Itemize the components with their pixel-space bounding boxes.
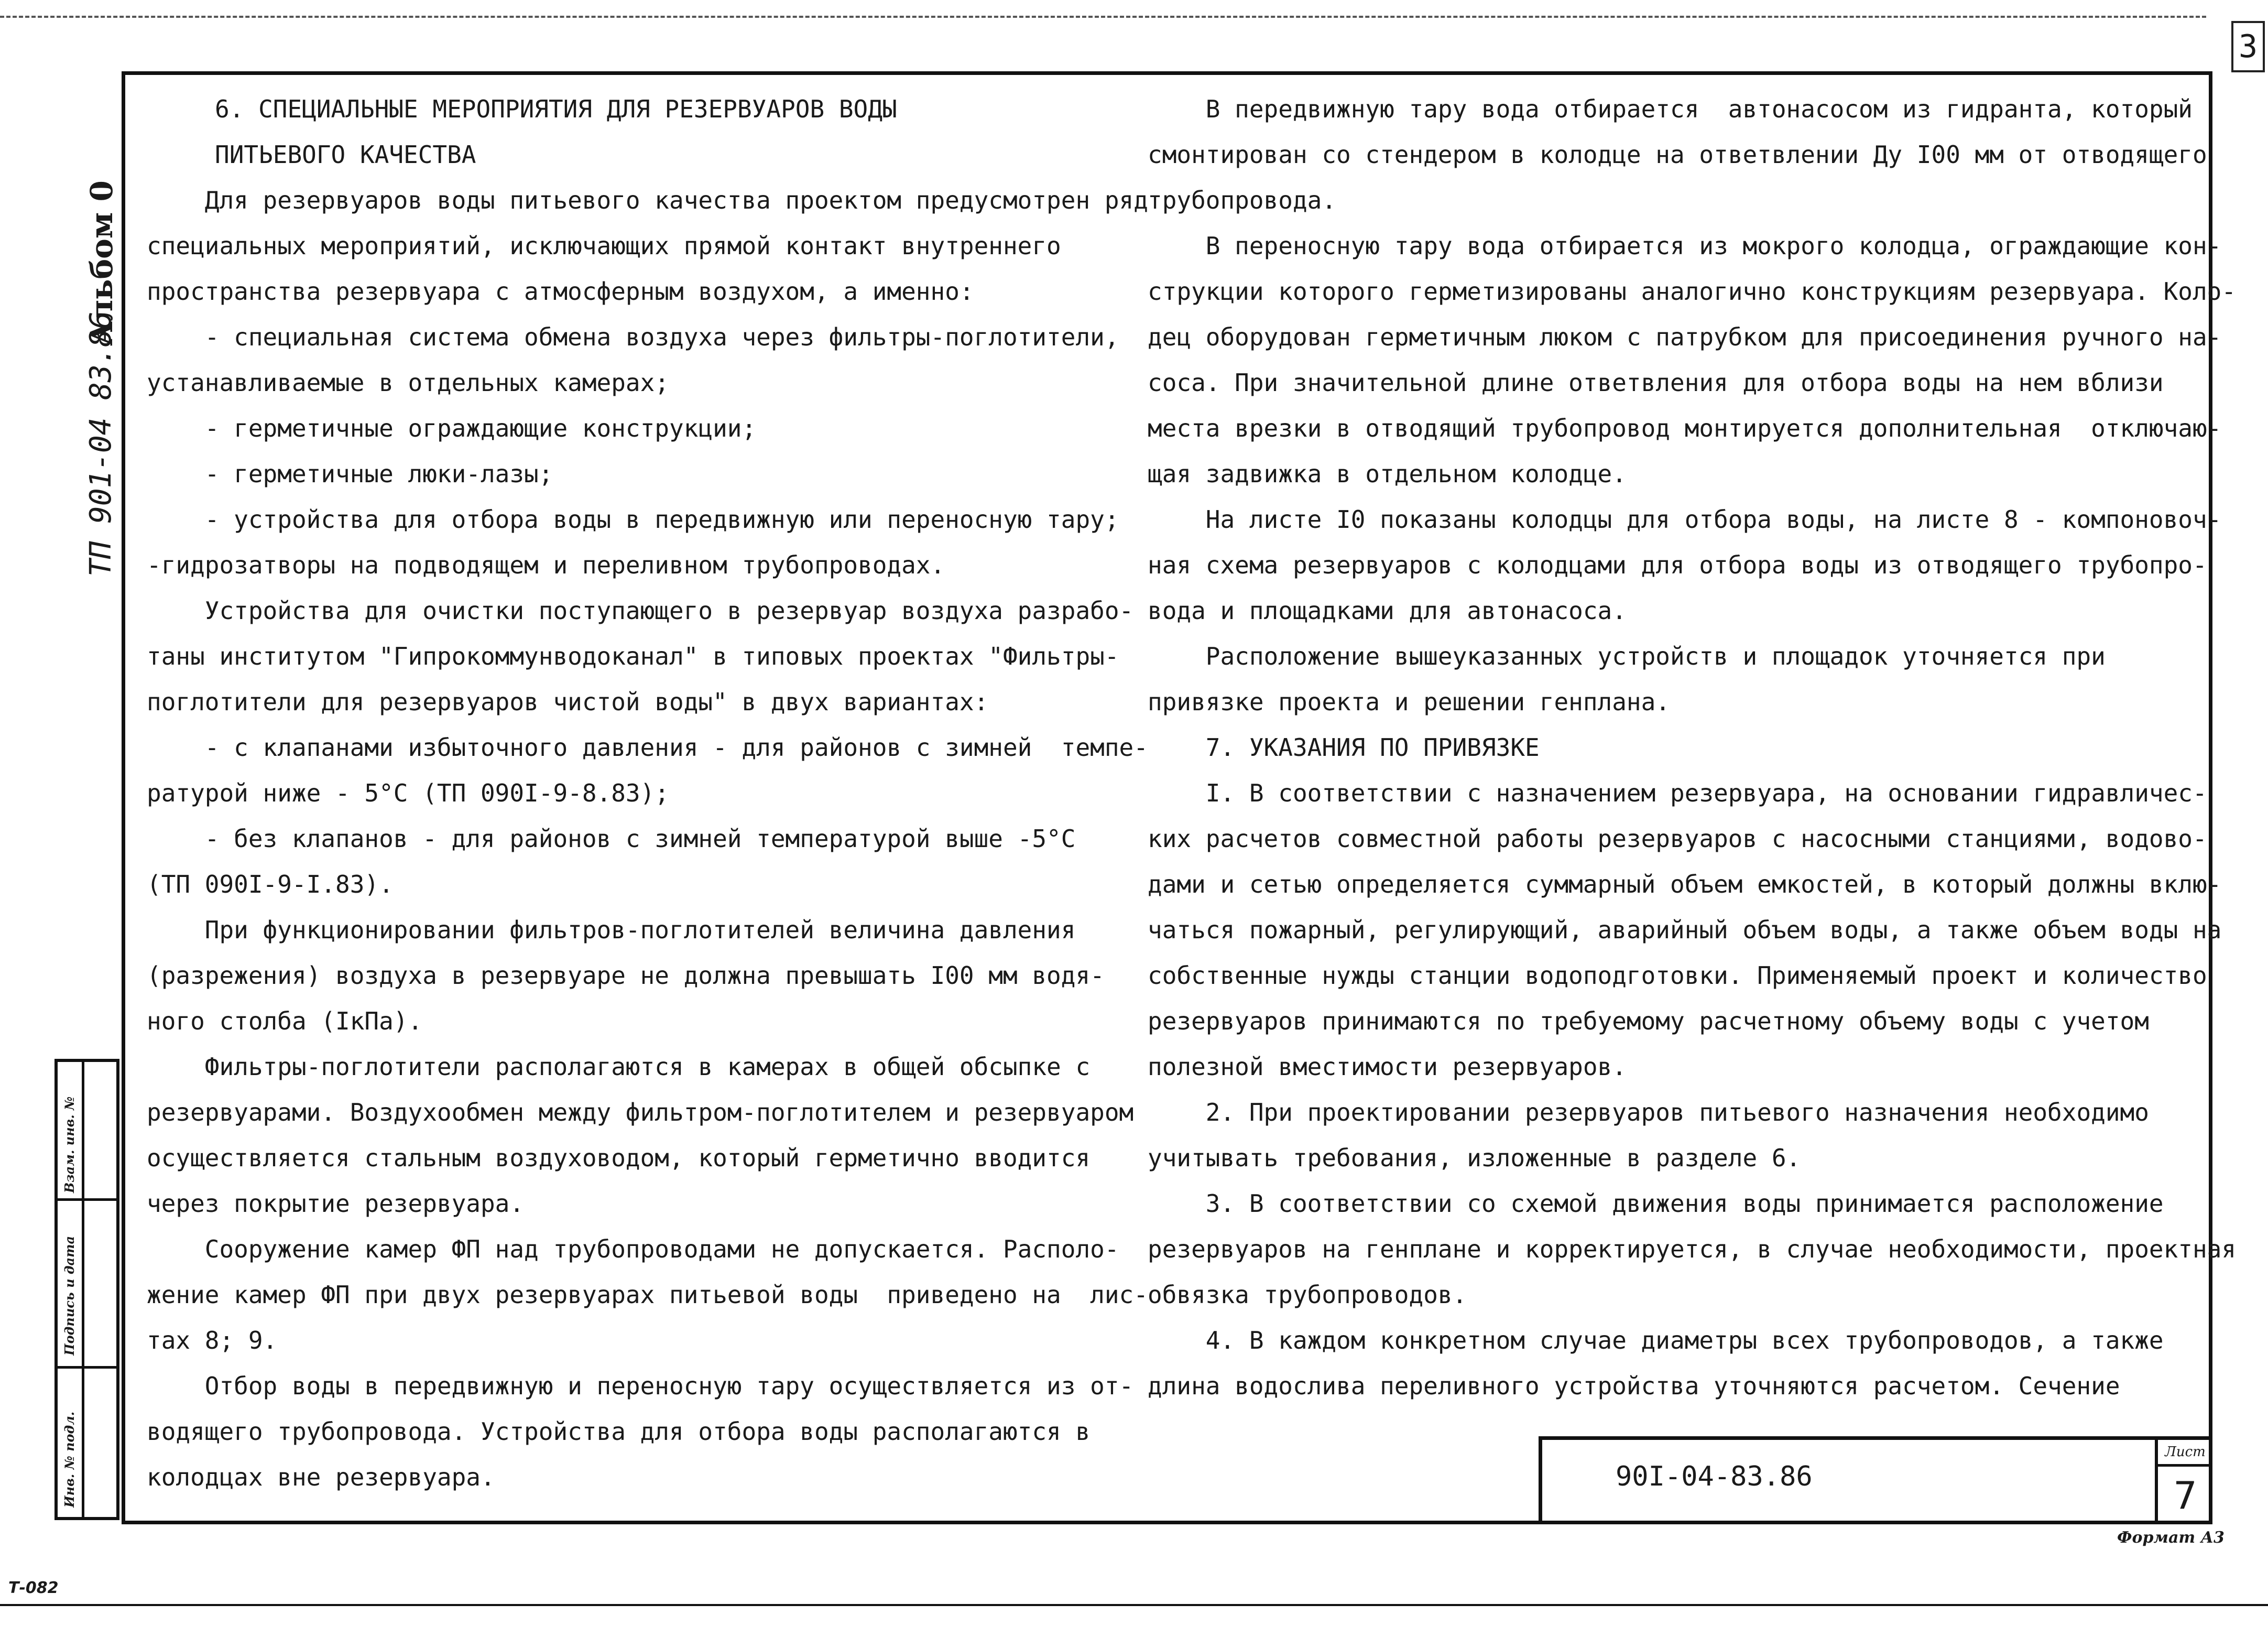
right-text-line: длина водослива переливного устройства уточняются расчетом. Сечение — [1148, 1372, 2120, 1400]
left-text-line: через покрытие резервуара. — [147, 1189, 525, 1218]
right-text-line: 7. УКАЗАНИЯ ПО ПРИВЯЗКЕ — [1148, 733, 1540, 762]
right-text-line: места врезки в отводящий трубопровод монтируется дополнительная отключаю- — [1148, 414, 2222, 442]
left-text-line: Сооружение камер ФП над трубопроводами не допускается. Располо- — [147, 1235, 1119, 1263]
right-text-line: I. В соответствии с назначением резервуара, на основании гидравличес- — [1148, 779, 2207, 807]
left-text-line: устанавливаемые в отдельных камерах; — [147, 368, 669, 397]
right-text-line: Расположение вышеуказанных устройств и площадок уточняется при — [1148, 642, 2106, 670]
format-label: Формат А3 — [2117, 1529, 2225, 1547]
right-text-line: привязке проекта и решении генплана. — [1148, 688, 1670, 716]
bottom-border-line — [0, 1604, 2268, 1606]
right-text-line: струкции которого герметизированы аналогично конструкциям резервуара. Коло- — [1148, 277, 2237, 306]
left-text-line: пространства резервуара с атмосферным воздухом, а именно: — [147, 277, 974, 306]
left-text-line: - герметичные ограждающие конструкции; — [147, 414, 757, 442]
left-text-line: - герметичные люки-лазы; — [147, 460, 553, 488]
stamp-label-replacement-inventory: Взам. инв. № — [62, 1096, 77, 1193]
right-text-line: трубопровода. — [1148, 186, 1337, 214]
title-block — [1539, 1436, 2212, 1524]
right-text-line: соса. При значительной длине ответвления для отбора воды на нем вблизи — [1148, 368, 2164, 397]
stamp-row-divider — [58, 1366, 116, 1369]
right-text-line: 4. В каждом конкретном случае диаметры всех трубопроводов, а также — [1148, 1326, 2164, 1354]
section-6-heading-line-1: 6. СПЕЦИАЛЬНЫЕ МЕРОПРИЯТИЯ ДЛЯ РЕЗЕРВУАРОВ ВОДЫ — [215, 95, 897, 123]
left-text-line: специальных мероприятий, исключающих прямой контакт внутреннего — [147, 232, 1061, 260]
left-text-line: резервуарами. Воздухообмен между фильтром-поглотителем и резервуаром — [147, 1098, 1134, 1126]
left-text-line: - устройства для отбора воды в передвижную или переносную тару; — [147, 505, 1119, 534]
right-text-line: полезной вместимости резервуаров. — [1148, 1053, 1627, 1081]
right-text-line: резервуаров принимаются по требуемому расчетному объему воды с учетом — [1148, 1007, 2149, 1035]
edge-mark: 3 — [2231, 21, 2265, 72]
right-text-line: дами и сетью определяется суммарный объем емкостей, в который должны вклю- — [1148, 870, 2222, 898]
document-code: 90I-04-83.86 — [1616, 1461, 1813, 1492]
left-text-column — [147, 0, 1148, 1500]
left-text-line: жение камер ФП при двух резервуарах питьевой воды приведено на лис- — [147, 1281, 1148, 1309]
right-text-line: 3. В соответствии со схемой движения воды принимается расположение — [1148, 1189, 2164, 1218]
stamp-label-original-inventory: Инв. № подл. — [62, 1411, 77, 1508]
left-text-line: - специальная система обмена воздуха через фильтры-поглотители, — [147, 323, 1119, 351]
right-text-column — [1148, 0, 2237, 1409]
left-text-line: Фильтры-поглотители располагаются в камерах в общей обсыпке с — [147, 1053, 1091, 1081]
stamp-column-divider — [82, 1062, 84, 1517]
left-text-line: таны институтом "Гипрокоммунводоканал" в типовых проектах "Фильтры- — [147, 642, 1119, 670]
sheet-number: 7 — [2173, 1473, 2197, 1517]
right-text-line: дец оборудован герметичным люком с патрубком для присоединения ручного на- — [1148, 323, 2222, 351]
stamp-label-signature-date: Подпись и дата — [62, 1235, 77, 1356]
left-text-line: При функционировании фильтров-поглотителей величина давления — [147, 916, 1076, 944]
left-text-line: Для резервуаров воды питьевого качества проектом предусмотрен ряд — [147, 186, 1148, 214]
left-text-line: -гидрозатворы на подводящем и переливном трубопроводах. — [147, 551, 945, 579]
right-paragraph-lines — [1148, 86, 2237, 1409]
left-text-line: - без клапанов - для районов с зимней температурой выше -5°С — [147, 825, 1076, 853]
left-text-line: осуществляется стальным воздуховодом, который герметично вводится — [147, 1144, 1091, 1172]
left-text-line: ратурой ниже - 5°С (ТП 090I-9-8.83); — [147, 779, 669, 807]
right-text-line: чаться пожарный, регулирующий, аварийный объем воды, а также объем воды на — [1148, 916, 2222, 944]
right-text-line: резервуаров на генплане и корректируется, в случае необходимости, проектная — [1148, 1235, 2237, 1263]
right-text-line: ких расчетов совместной работы резервуаров с насосными станциями, водово- — [1148, 825, 2207, 853]
left-text-line: Устройства для очистки поступающего в резервуар воздуха разрабо- — [147, 597, 1134, 625]
right-text-line: В передвижную тару вода отбирается автонасосом из гидранта, который — [1148, 95, 2193, 123]
right-text-line: вода и площадками для автонасоса. — [1148, 597, 1627, 625]
left-text-line: Отбор воды в передвижную и переносную тару осуществляется из от- — [147, 1372, 1134, 1400]
album-number: ТП 901-04 83.86 — [84, 311, 118, 577]
left-text-line: поглотители для резервуаров чистой воды" в двух вариантах: — [147, 688, 989, 716]
left-paragraph-lines — [147, 178, 1148, 1500]
right-text-line: В переносную тару вода отбирается из мокрого колодца, ограждающие кон- — [1148, 232, 2222, 260]
sheet-cell — [2155, 1440, 2212, 1524]
sheet-label: Лист — [2158, 1440, 2212, 1467]
right-text-line: учитывать требования, изложенные в разделе 6. — [1148, 1144, 1801, 1172]
album-label: Альбом 0 — [84, 180, 119, 346]
left-text-line: - с клапанами избыточного давления - для районов с зимней темпе- — [147, 733, 1148, 762]
left-text-line: ного столба (IкПа). — [147, 1007, 423, 1035]
right-text-line: 2. При проектировании резервуаров питьевого назначения необходимо — [1148, 1098, 2149, 1126]
right-text-line: смонтирован со стендером в колодце на ответвлении Ду I00 мм от отводящего — [1148, 140, 2207, 169]
right-text-line: На листе I0 показаны колодцы для отбора воды, на листе 8 - компоновоч- — [1148, 505, 2222, 534]
right-text-line: собственные нужды станции водоподготовки. Применяемый проект и количество — [1148, 961, 2207, 990]
left-text-line: (ТП 090I-9-I.83). — [147, 870, 394, 898]
left-text-line: тах 8; 9. — [147, 1326, 278, 1354]
right-text-line: щая задвижка в отдельном колодце. — [1148, 460, 1627, 488]
right-text-line: ная схема резервуаров с колодцами для отбора воды из отводящего трубопро- — [1148, 551, 2207, 579]
left-text-line: водящего трубопровода. Устройства для отбора воды располагаются в — [147, 1417, 1091, 1446]
stamp-row-divider — [58, 1198, 116, 1201]
section-6-heading-line-2: ПИТЬЕВОГО КАЧЕСТВА — [215, 140, 476, 169]
left-text-line: колодцах вне резервуара. — [147, 1463, 495, 1491]
corner-code: Т-082 — [8, 1579, 59, 1597]
left-text-line: (разрежения) воздуха в резервуаре не должна превышать I00 мм водя- — [147, 961, 1105, 990]
approval-stamp-table — [54, 1059, 119, 1520]
right-text-line: обвязка трубопроводов. — [1148, 1281, 1467, 1309]
